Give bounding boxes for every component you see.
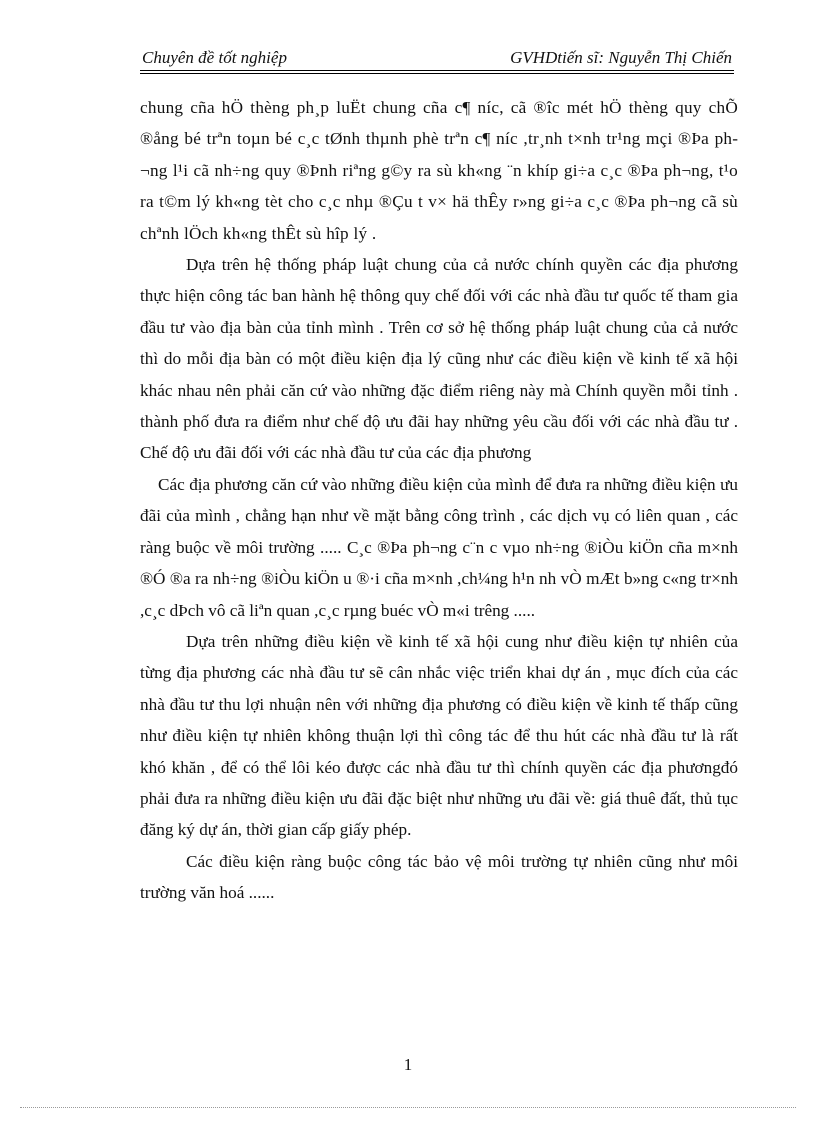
page-header [140, 48, 734, 70]
header-supervisor: GVHDtiến sĩ: Nguyễn Thị Chiến [510, 48, 732, 67]
paragraph-2: Dựa trên hệ thống pháp luật chung của cả nước chính quyền các địa phương thực hiện công tác ban hành hệ thông quy chế đối với các nhà đầu tư quốc tế tham gia đầu tư vào địa bàn của tỉnh mình . Trên cơ sở hệ thống pháp luật chung của cả nước thì do mỗi địa bàn có một điều kiện địa lý cũng như các điều kiện về kinh tế xã hội khác nhau nên phải căn cứ vào những đặc điểm riêng này mà Chính quyền mỗi tỉnh . thành phố đưa ra điểm như chế độ ưu đãi hay những yêu cầu đối với các nhà đầu tư . Chế độ ưu đãi đối với các nhà đầu tư của các địa phương [140, 255, 738, 463]
header-double-rule [140, 70, 734, 74]
page-number: 1 [403, 1055, 413, 1074]
paragraph-3: Các địa phương căn cứ vào những điều kiện của mình để đưa ra những điều kiện ưu đãi của mình , chẳng hạn như về mặt bằng công trình , các dịch vụ có liên quan , các ràng buộc về môi trường ..... C¸c ®Þa ph¬ng c¨n c vµo nh÷ng ®iÒu kiÖn cña m×nh ®Ó ®a ra nh÷ng ®iÒu kiÖn u ®·i cña m×nh ,ch¼ng h¹n nh vÒ mÆt b»ng c«ng tr×nh ,c¸c dÞch vô cã liªn quan ,c¸c rµng buéc vÒ m«i trêng ..... [140, 474, 738, 620]
document-body [140, 92, 738, 909]
header-document-type: Chuyên đề tốt nghiệp [142, 48, 287, 67]
page-bottom-dotted-line [20, 1107, 796, 1108]
paragraph-legacy-encoded-1: chung cña hÖ thèng ph¸p luËt chung cña c¶ níc, cã ®îc mét hÖ thèng quy chÕ ®ång bé trªn toµn bé c¸c tØnh thµnh phè trªn c¶ níc ,tr¸nh t×nh tr¹ng mçi ®Þa ph¬ng l¹i cã nh÷ng quy ®Þnh riªng g©y ra sù kh«ng ¨n khíp gi÷a c¸c ®Þa ph¬ng, t¹o ra t©m lý kh«ng tèt cho c¸c nhµ ®Çu t v× hä thÊy r»ng gi÷a c¸c ®Þa ph¬ng cã sù chªnh lÖch kh«ng thÊt sù hîp lý . [140, 98, 738, 243]
paragraph-5: Các điều kiện ràng buộc công tác bảo vệ môi trường tự nhiên cũng như môi trường văn hoá ...... [140, 851, 738, 903]
paragraph-4: Dựa trên những điều kiện về kinh tế xã hội cung như điều kiện tự nhiên của từng địa phương các nhà đầu tư sẽ cân nhắc việc triển khai dự án , mục đích của các nhà đầu tư thu lợi nhuận nên với những địa phương có điều kiện về kinh tế thấp cũng như điều kiện tự nhiên không thuận lợi thì công tác để thu hút các nhà đầu tư là rất khó khăn , để có thể lôi kéo được các nhà đầu tư thì chính quyền các địa phươngđó phải đưa ra những điều kiện ưu đãi đặc biệt như những ưu đãi về: giá thuê đất, thủ tục đăng ký dự án, thời gian cấp giấy phép. [140, 631, 738, 840]
